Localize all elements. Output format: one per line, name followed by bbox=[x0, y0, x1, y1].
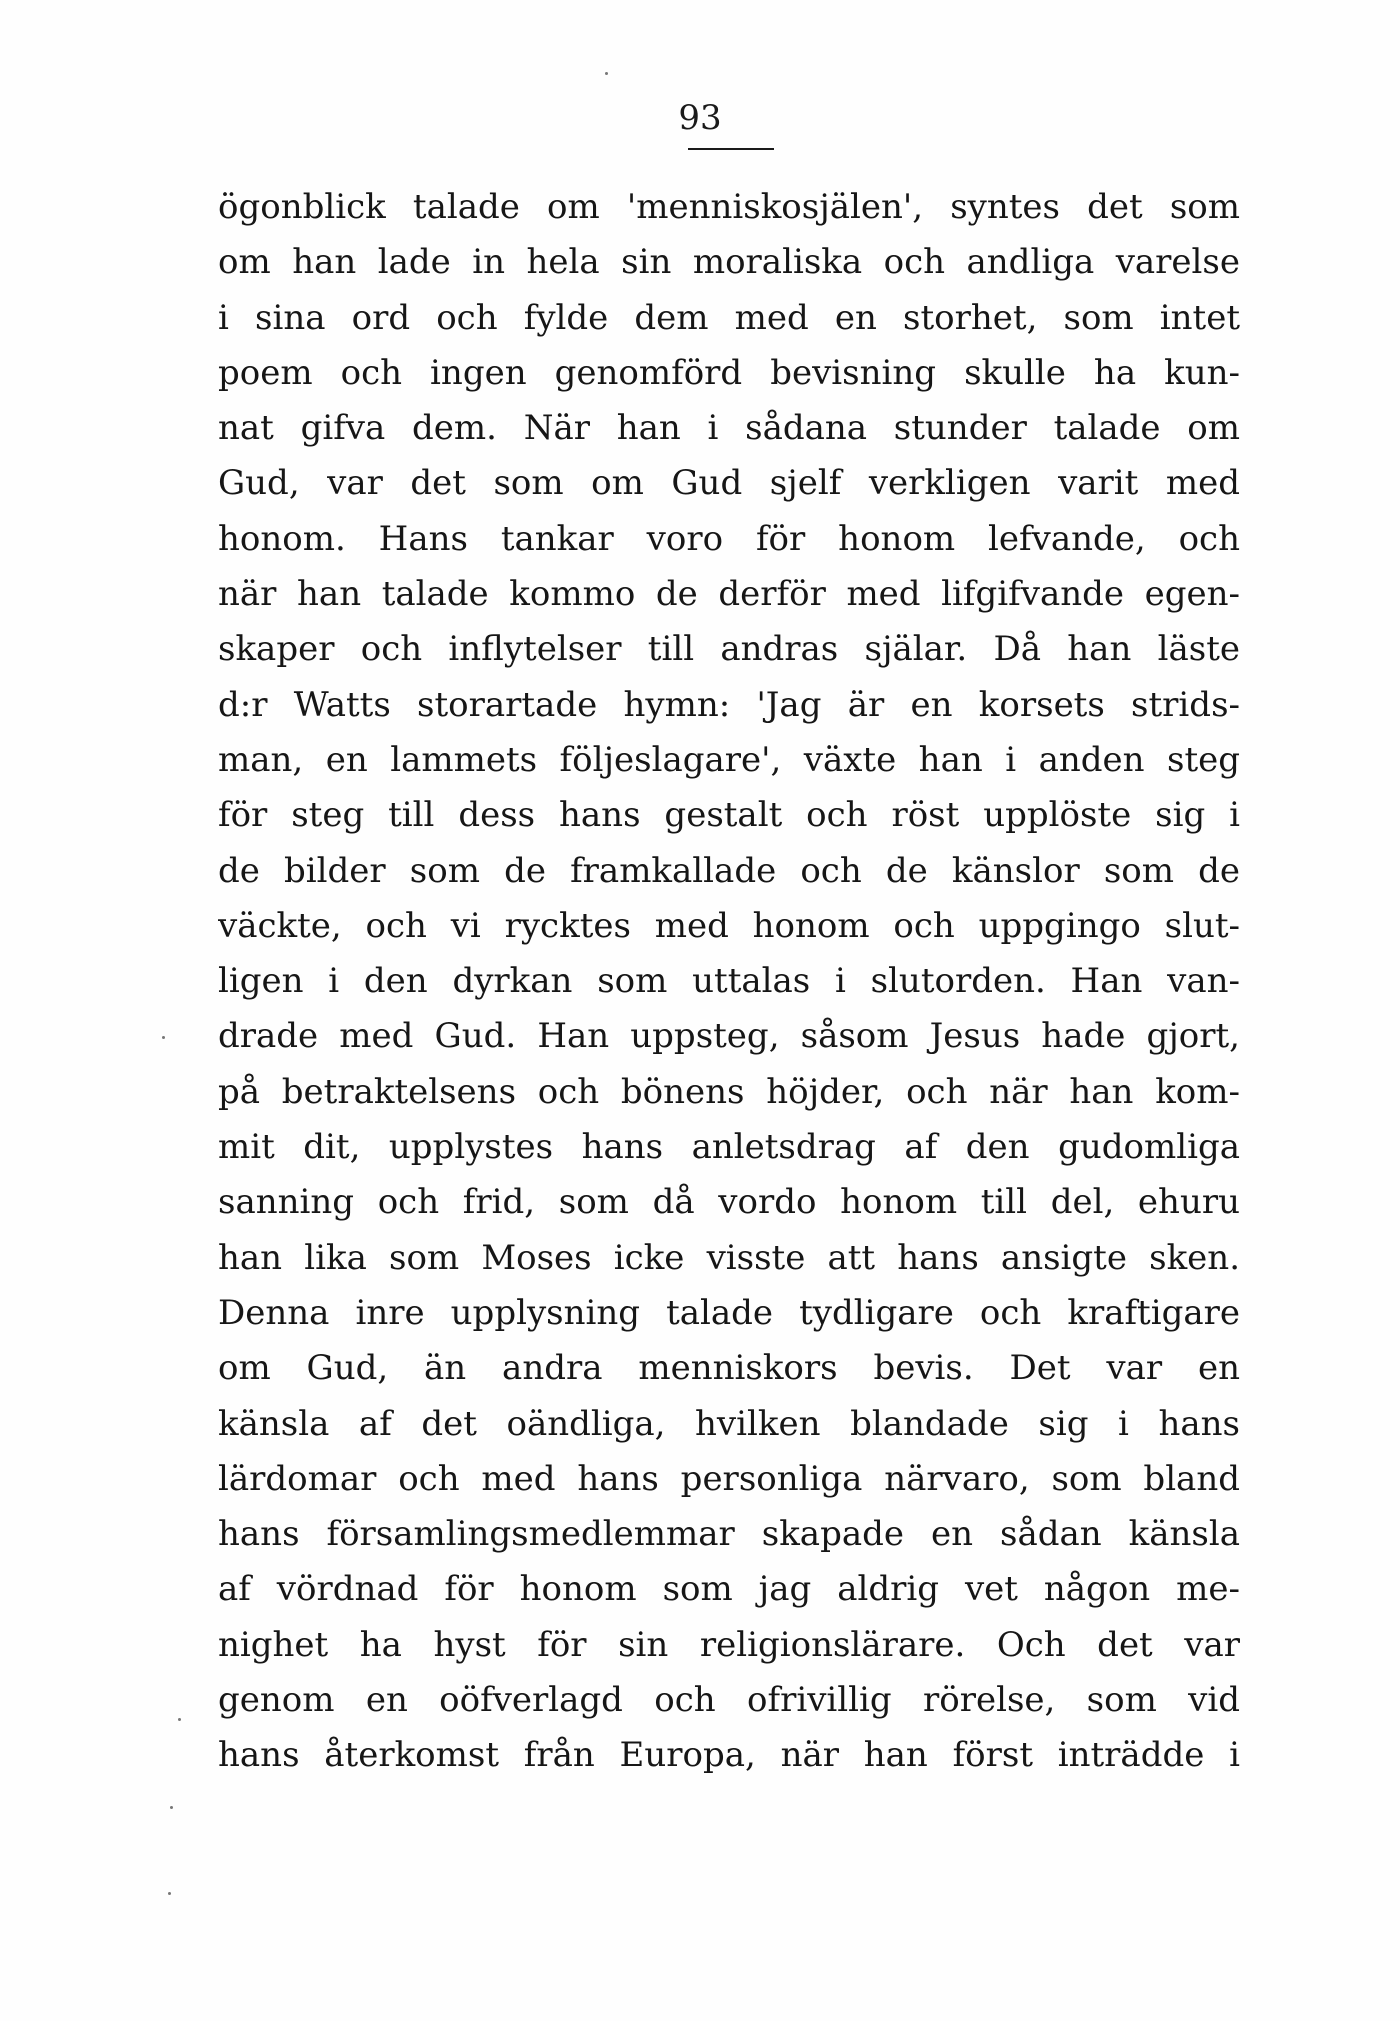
text-line: Denna inre upplysning talade tydligare och kraftigare bbox=[218, 1292, 1240, 1333]
text-line: känsla af det oändliga, hvilken blandade sig i hans bbox=[218, 1403, 1240, 1444]
scan-speck bbox=[178, 1718, 181, 1721]
scan-speck bbox=[605, 72, 608, 75]
scan-speck bbox=[170, 1806, 173, 1809]
text-line: sanning och frid, som då vordo honom till del, ehuru bbox=[218, 1182, 1240, 1223]
text-line: mit dit, upplystes hans anletsdrag af den gudomliga bbox=[218, 1127, 1240, 1168]
scan-speck bbox=[168, 1892, 171, 1895]
text-line: hans återkomst från Europa, när han först inträdde i bbox=[218, 1735, 1240, 1776]
text-line: när han talade kommo de derför med lifgifvande egen- bbox=[218, 574, 1240, 615]
scan-speck bbox=[162, 1036, 165, 1039]
text-line: d:r Watts storartade hymn: 'Jag är en korsets strids- bbox=[218, 684, 1240, 725]
text-line: om han lade in hela sin moraliska och andliga varelse bbox=[218, 242, 1240, 283]
text-line: af vördnad för honom som jag aldrig vet någon me- bbox=[218, 1569, 1240, 1610]
text-line: genom en oöfverlagd och ofrivillig rörelse, som vid bbox=[218, 1680, 1240, 1721]
page-number-rule bbox=[688, 148, 774, 150]
text-line: skaper och inflytelser till andras själar. Då han läste bbox=[218, 629, 1240, 670]
page-number: 93 bbox=[678, 98, 722, 138]
text-line: drade med Gud. Han uppsteg, såsom Jesus hade gjort, bbox=[218, 1016, 1240, 1057]
text-line: man, en lammets följeslagare', växte han i anden steg bbox=[218, 739, 1240, 780]
text-line: ligen i den dyrkan som uttalas i slutorden. Han van- bbox=[218, 961, 1240, 1002]
text-line: nighet ha hyst för sin religionslärare. Och det var bbox=[218, 1624, 1240, 1665]
text-line: om Gud, än andra menniskors bevis. Det var en bbox=[218, 1348, 1240, 1389]
text-line: på betraktelsens och bönens höjder, och när han kom- bbox=[218, 1071, 1240, 1112]
text-line: lärdomar och med hans personliga närvaro, som bland bbox=[218, 1458, 1240, 1499]
text-line: för steg till dess hans gestalt och röst upplöste sig i bbox=[218, 795, 1240, 836]
text-line: de bilder som de framkallade och de känslor som de bbox=[218, 850, 1240, 891]
text-line: poem och ingen genomförd bevisning skulle ha kun- bbox=[218, 352, 1240, 393]
text-line: han lika som Moses icke visste att hans ansigte sken. bbox=[218, 1237, 1240, 1278]
text-line: hans församlingsmedlemmar skapade en sådan känsla bbox=[218, 1514, 1240, 1555]
text-line: Gud, var det som om Gud sjelf verkligen varit med bbox=[218, 463, 1240, 504]
text-line: i sina ord och fylde dem med en storhet, som intet bbox=[218, 297, 1240, 338]
text-line: ögonblick talade om 'menniskosjälen', syntes det som bbox=[218, 187, 1240, 227]
body-text bbox=[218, 180, 1240, 1784]
text-line: väckte, och vi rycktes med honom och uppgingo slut- bbox=[218, 905, 1240, 946]
text-line: honom. Hans tankar voro för honom lefvande, och bbox=[218, 518, 1240, 559]
text-line: nat gifva dem. När han i sådana stunder talade om bbox=[218, 408, 1240, 449]
